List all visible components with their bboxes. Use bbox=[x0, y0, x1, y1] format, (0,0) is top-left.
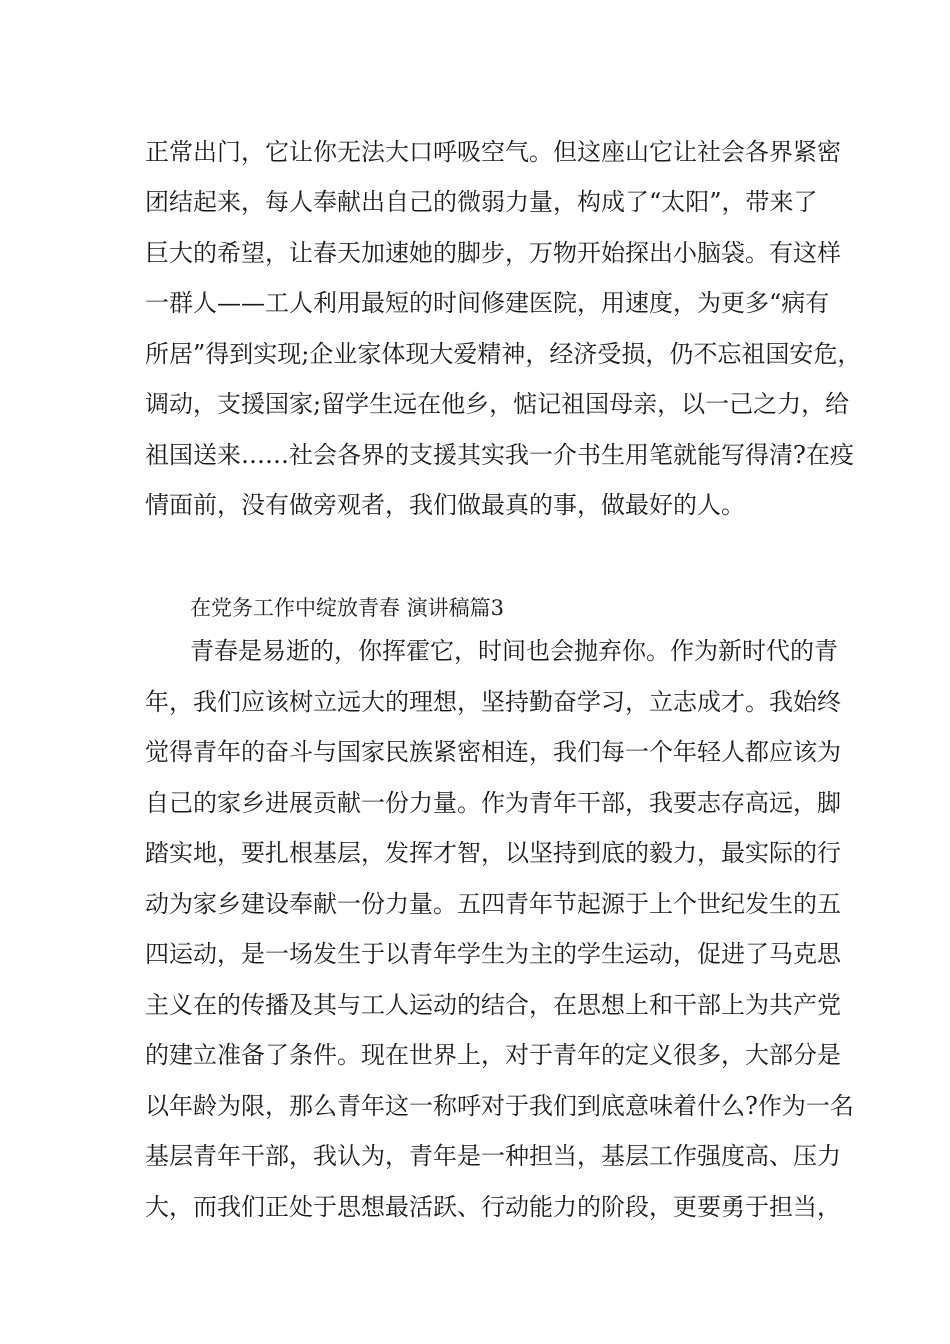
paragraph-line: 动为家乡建设奉献一份力量。五四青年节起源于上个世纪发生的五 bbox=[145, 890, 841, 918]
paragraph-line: 正常出门，它让你无法大口呼吸空气。但这座山它让社会各界紧密 bbox=[145, 138, 841, 166]
paragraph-line: 觉得青年的奋斗与国家民族紧密相连，我们每一个年轻人都应该为 bbox=[145, 738, 841, 766]
paragraph-line: 祖国送来……社会各界的支援其实我一介书生用笔就能写得清?在疫 bbox=[145, 441, 854, 469]
paragraph-line: 四运动，是一场发生于以青年学生为主的学生运动，促进了马克思 bbox=[145, 940, 841, 968]
paragraph-line: 情面前，没有做旁观者，我们做最真的事，做最好的人。 bbox=[145, 491, 745, 519]
paragraph-line: 所居”得到实现;企业家体现大爱精神，经济受损，仍不忘祖国安危， bbox=[145, 340, 862, 368]
paragraph-line: 一群人——工人利用最短的时间修建医院，用速度，为更多“病有 bbox=[145, 289, 830, 317]
paragraph-line: 基层青年干部，我认为，青年是一种担当，基层工作强度高、压力 bbox=[145, 1142, 841, 1170]
paragraph-line: 大，而我们正处于思想最活跃、行动能力的阶段，更要勇于担当， bbox=[145, 1193, 841, 1221]
paragraph-line: 的建立准备了条件。现在世界上，对于青年的定义很多，大部分是 bbox=[145, 1041, 841, 1069]
paragraph-line: 团结起来，每人奉献出自己的微弱力量，构成了“太阳”，带来了 bbox=[145, 188, 818, 216]
paragraph-line: 以年龄为限，那么青年这一称呼对于我们到底意味着什么?作为一名 bbox=[145, 1092, 854, 1120]
paragraph-line: 自己的家乡进展贡献一份力量。作为青年干部，我要志存高远，脚 bbox=[145, 789, 841, 817]
paragraph-line: 青春是易逝的，你挥霍它，时间也会抛弃你。作为新时代的青 bbox=[190, 637, 838, 665]
section-heading: 在党务工作中绽放青春 演讲稿篇3 bbox=[190, 596, 505, 620]
paragraph-line: 踏实地，要扎根基层，发挥才智，以坚持到底的毅力，最实际的行 bbox=[145, 839, 841, 867]
paragraph-line: 年，我们应该树立远大的理想，坚持勤奋学习，立志成才。我始终 bbox=[145, 688, 841, 716]
paragraph-line: 调动，支援国家;留学生远在他乡，惦记祖国母亲，以一己之力，给 bbox=[145, 390, 850, 418]
paragraph-line: 主义在的传播及其与工人运动的结合，在思想上和干部上为共产党 bbox=[145, 991, 841, 1019]
paragraph-line: 巨大的希望，让春天加速她的脚步，万物开始探出小脑袋。有这样 bbox=[145, 239, 841, 267]
